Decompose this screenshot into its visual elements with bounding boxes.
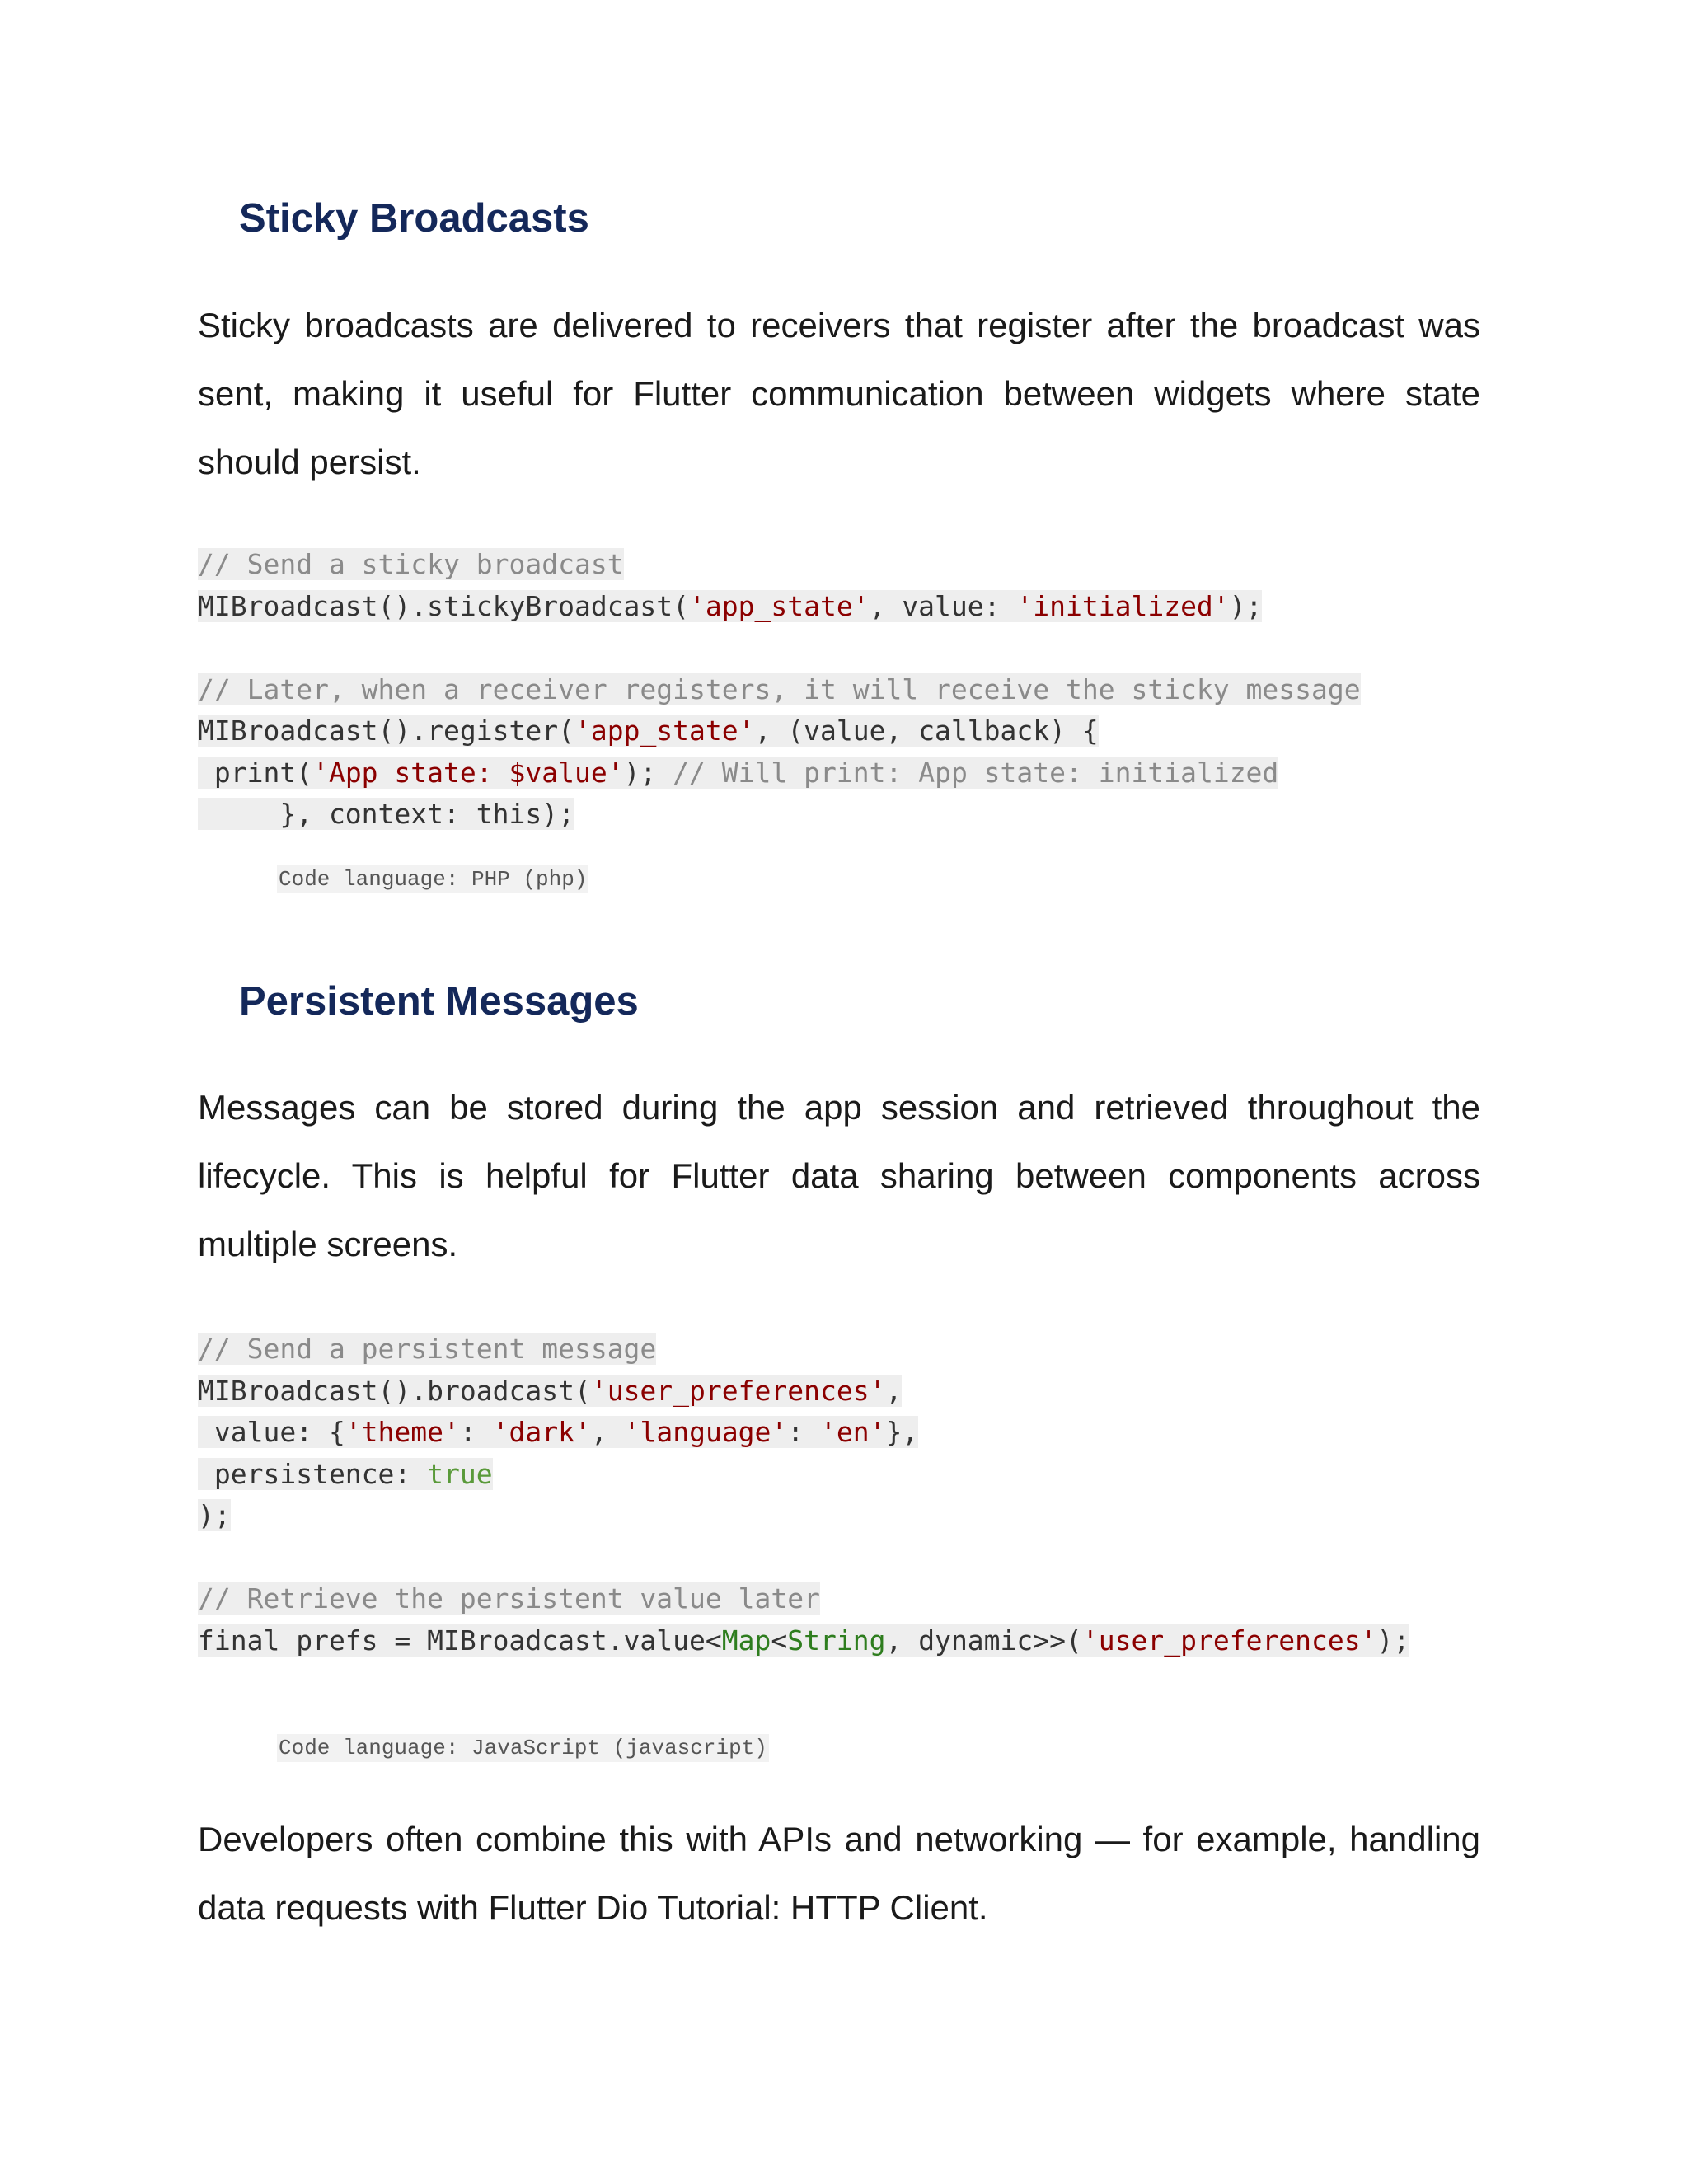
code-line-blank xyxy=(198,627,1361,669)
code-language-label: Code language: PHP (php) xyxy=(279,867,588,892)
paragraph-persistent-messages: Messages can be stored during the app session and retrieved throughout the lifecycle. This is helpful for Flutter data sharing between components across multiple screens. xyxy=(198,1088,1480,1263)
code-line: value: {'theme': 'dark', 'language': 'en'}, xyxy=(198,1416,919,1448)
heading-sticky-broadcasts: Sticky Broadcasts xyxy=(239,196,589,241)
paragraph-sticky-broadcasts: Sticky broadcasts are delivered to receivers that register after the broadcast was sent, making it useful for Flutter communication between widgets where state should persist. xyxy=(198,306,1480,481)
code-line-blank xyxy=(198,1537,1409,1579)
heading-persistent-messages: Persistent Messages xyxy=(239,979,639,1024)
code-line: }, context: this); xyxy=(198,798,574,830)
code-line: // Retrieve the persistent value later xyxy=(198,1582,820,1615)
code-line: // Send a sticky broadcast xyxy=(198,548,624,580)
code-line: MIBroadcast().stickyBroadcast('app_state', value: 'initialized'); xyxy=(198,589,1263,622)
code-line: ); xyxy=(198,1499,231,1531)
code-block-sticky xyxy=(198,544,1361,836)
paragraph-closing: Developers often combine this with APIs and networking — for example, handling data requests with Flutter Dio Tutorial: HTTP Client. xyxy=(198,1820,1480,1927)
code-line: // Later, when a receiver registers, it will receive the sticky message xyxy=(198,673,1361,705)
code-line: persistence: true xyxy=(198,1457,493,1490)
code-line: print('App state: $value'); // Will print: App state: initialized xyxy=(198,756,1279,789)
code-line: MIBroadcast().register('app_state', (value, callback) { xyxy=(198,715,1099,747)
code-line: // Send a persistent message xyxy=(198,1333,657,1365)
code-block-persistent xyxy=(198,1329,1409,1661)
code-language-label: Code language: JavaScript (javascript) xyxy=(279,1736,767,1760)
code-line: final prefs = MIBroadcast.value<Map<String, dynamic>>('user_preferences'); xyxy=(198,1624,1410,1657)
code-line: MIBroadcast().broadcast('user_preferences', xyxy=(198,1374,903,1407)
